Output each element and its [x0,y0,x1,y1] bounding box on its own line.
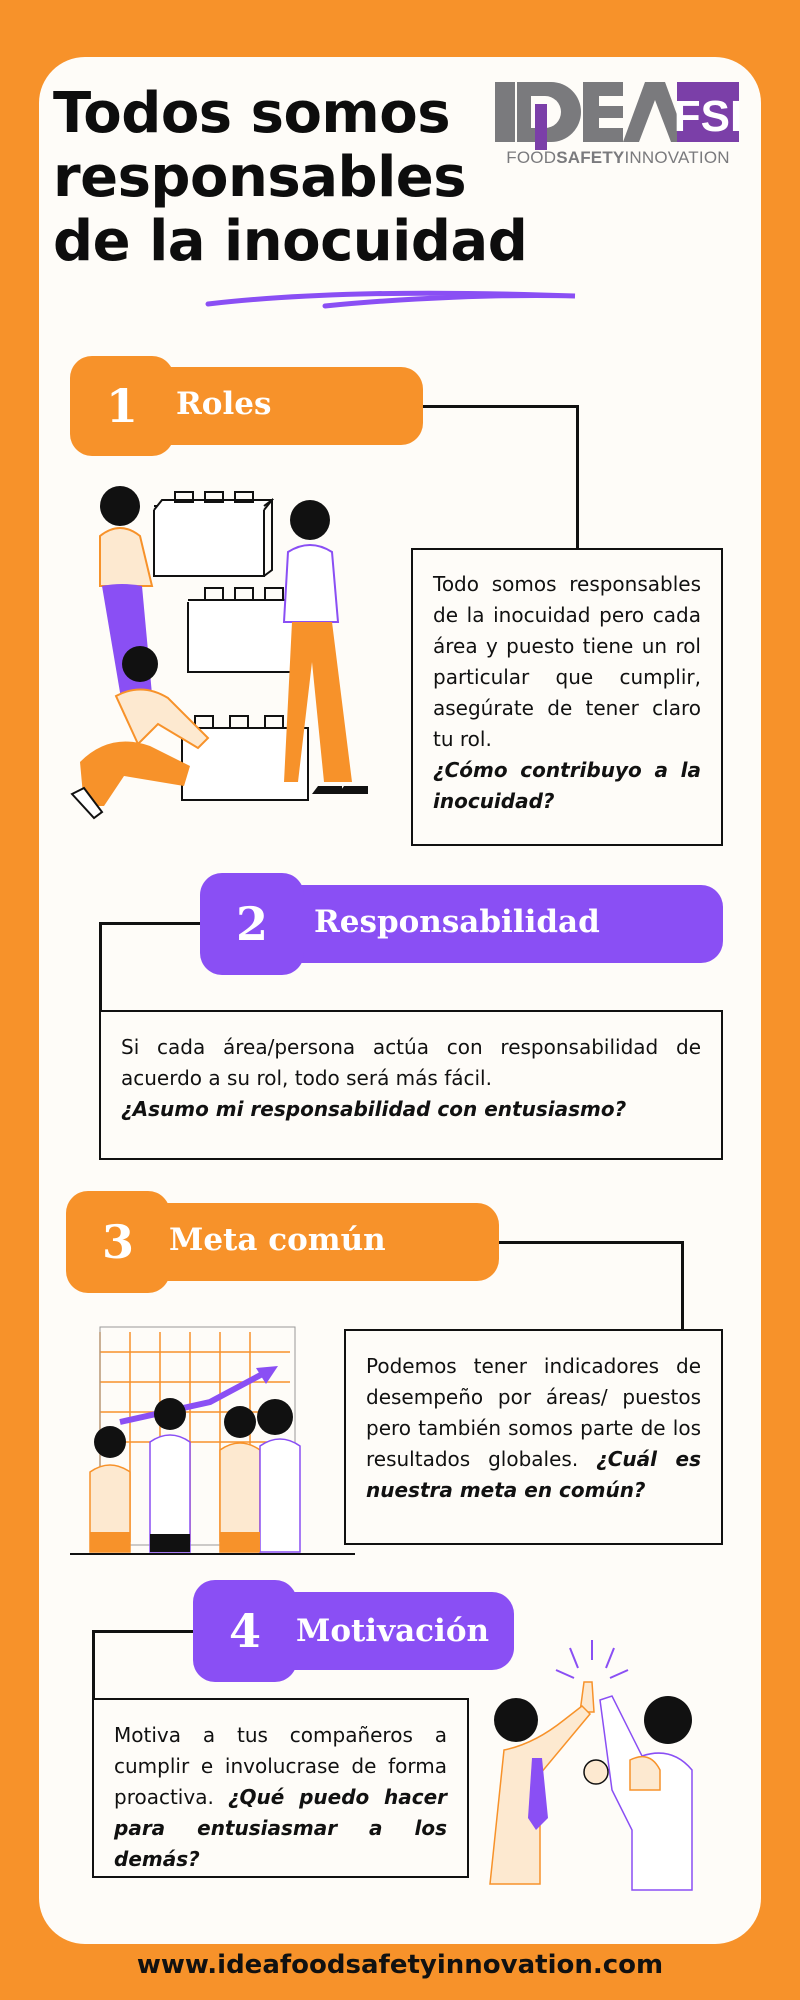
underline-stroke [205,286,580,312]
connector-3v [681,1241,684,1331]
title-line-1: Todos somos [53,81,451,146]
section-4-box [92,1698,469,1878]
team-goal-illustration [70,1322,355,1568]
section-2-box [99,1010,723,1160]
connector-2v [99,922,102,1012]
section-4-text: Motiva a tus compañeros a cumplir e involucrase de forma proactiva. [114,1723,447,1809]
section-3-box [344,1329,723,1545]
section-3-number: 3 [66,1191,170,1293]
footer-url[interactable]: www.ideafoodsafetyinnovation.com [136,1950,664,1980]
section-2-number: 2 [200,873,304,975]
section-1-question: ¿Cómo contribuyo a la inocuidad? [433,758,701,813]
connector-1v [576,405,579,550]
connector-3 [499,1241,683,1244]
section-3-label: Meta común [169,1222,386,1258]
section-2-label: Responsabilidad [314,904,600,940]
title-highlight: inocuidad [224,209,528,274]
section-1-label: Roles [176,386,272,422]
section-1-text: Todo somos responsables de la inocuidad pero cada área y puesto tiene un rol particular que cumplir, asegúrate de tener claro tu rol. [433,572,701,751]
connector-2 [99,922,200,925]
section-4-question: ¿Qué puedo hacer para entusiasmar a los demás? [114,1785,447,1871]
connector-1 [423,405,578,408]
section-1-box [411,548,723,846]
connector-4 [92,1630,193,1633]
section-4-label: Motivación [296,1613,490,1649]
section-2-text: Si cada área/persona actúa con responsabilidad de acuerdo a su rol, todo será más fácil. [121,1035,701,1090]
section-4-number: 4 [193,1580,297,1682]
title-line-3: de la inocuidad [53,209,528,274]
page-title [53,82,527,274]
section-3-text: Podemos tener indicadores de desempeño por áreas/ puestos pero también somos parte de los resultados globales. [366,1354,701,1471]
high-five-illustration [480,1640,740,1910]
section-3-question: ¿Cuál es nuestra meta en común? [366,1447,702,1502]
roles-illustration [70,476,400,836]
logo-suffix: FSI [673,92,741,141]
logo-tagline: FOODSAFETYINNOVATION [506,148,730,167]
connector-4v [92,1630,95,1700]
section-1-number: 1 [70,356,174,456]
logo [495,80,741,172]
title-line-2: responsables [53,145,467,210]
section-2-question: ¿Asumo mi responsabilidad con entusiasmo? [121,1097,627,1121]
